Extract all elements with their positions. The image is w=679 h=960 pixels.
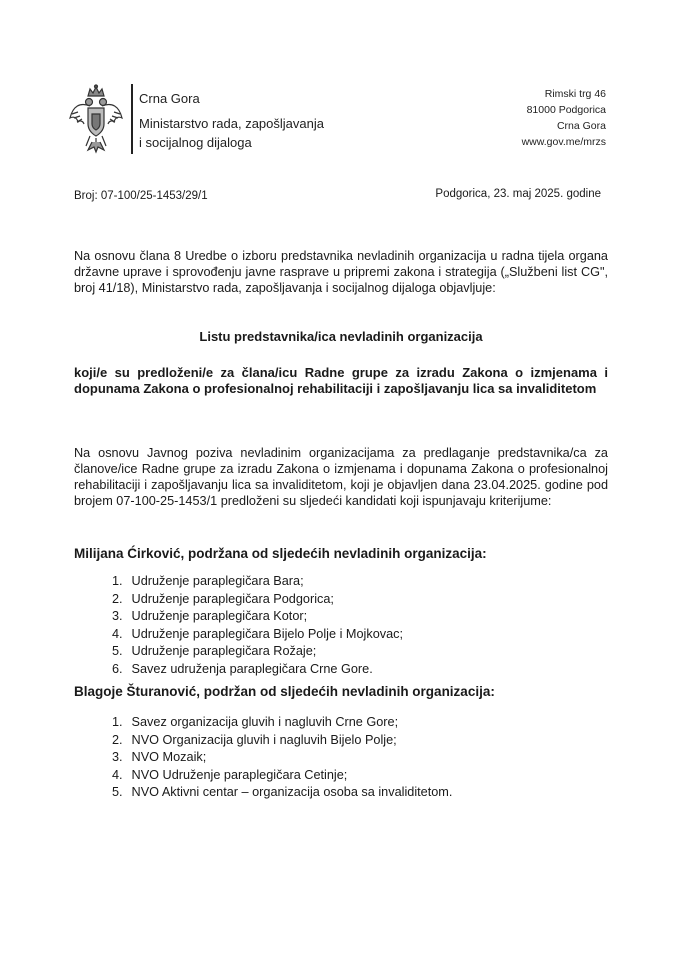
org-list-1 (112, 573, 403, 678)
ministry-line-1: Ministarstvo rada, zapošljavanja (139, 116, 324, 131)
candidate-heading-2: Blagoje Šturanović, podržan od sljedećih nevladinih organizacija: (74, 684, 495, 699)
header-divider (131, 84, 133, 154)
ministry-line-2: i socijalnog dijaloga (139, 135, 252, 150)
document-title: Listu predstavnika/ica nevladinih organizacija (199, 329, 483, 344)
coat-of-arms-icon (68, 84, 124, 154)
list-item: 1. Udruženje paraplegičara Bara; (112, 574, 304, 588)
list-item: 6. Savez udruženja paraplegičara Crne Gore. (112, 661, 373, 676)
document-subtitle: koji/e su predloženi/e za člana/icu Radne grupe za izradu Zakona o izmjenama i dopunama Zakona o profesionalnoj rehabilitaciji i zapošljavanju lica sa invaliditetom (74, 365, 608, 396)
list-item: 3. Udruženje paraplegičara Kotor; (112, 609, 308, 623)
call-paragraph: Na osnovu Javnog poziva nevladinim organizacijama za predlaganje predstavnika/ca za članove/ice Radne grupe za izradu Zakona o izmjenama i dopunama Zakona o profesionalnoj rehabilitaciji i zapošljavanju lica sa invaliditetom, koji je objavljen dana 23.04.2025. godine pod brojem 07-100-25-1453/1 predloženi su sljedeći kandidati koji ispunjavaju kriterijume: (74, 446, 608, 508)
list-item: 4. Udruženje paraplegičara Bijelo Polje i Mojkovac; (112, 626, 404, 641)
list-item: 4. NVO Udruženje paraplegičara Cetinje; (112, 767, 348, 782)
ministry-name (139, 89, 324, 152)
address-city: 81000 Podgorica (526, 104, 606, 116)
reference-number: Broj: 07-100/25-1453/29/1 (74, 190, 208, 202)
list-item: 2. NVO Organizacija gluvih i nagluvih Bijelo Polje; (112, 732, 397, 747)
address-website: www.gov.me/mrzs (521, 136, 606, 148)
document-date: Podgorica, 23. maj 2025. godine (435, 188, 601, 200)
ministry-address (522, 86, 606, 150)
intro-paragraph: Na osnovu člana 8 Uredbe o izboru predstavnika nevladinih organizacija u radna tijela organa državne uprave i sprovođenju javne rasprave u pripremi zakona i strategija („Službeni list CG", broj 41/18), Ministarstvo rada, zapošljavanja i socijalnog dijaloga objavljuje: (74, 249, 608, 295)
list-item: 5. Udruženje paraplegičara Rožaje; (112, 644, 317, 658)
list-item: 3. NVO Mozaik; (112, 750, 207, 764)
list-item: 5. NVO Aktivni centar – organizacija osoba sa invaliditetom. (112, 785, 453, 799)
org-list-2 (112, 714, 452, 802)
candidate-heading-1: Milijana Ćirković, podržana od sljedećih nevladinih organizacija: (74, 546, 487, 561)
list-item: 1. Savez organizacija gluvih i nagluvih Crne Gore; (112, 715, 399, 729)
country-name: Crna Gora (139, 91, 200, 106)
address-country: Crna Gora (556, 120, 606, 132)
list-item: 2. Udruženje paraplegičara Podgorica; (112, 591, 334, 606)
address-street: Rimski trg 46 (544, 88, 606, 100)
